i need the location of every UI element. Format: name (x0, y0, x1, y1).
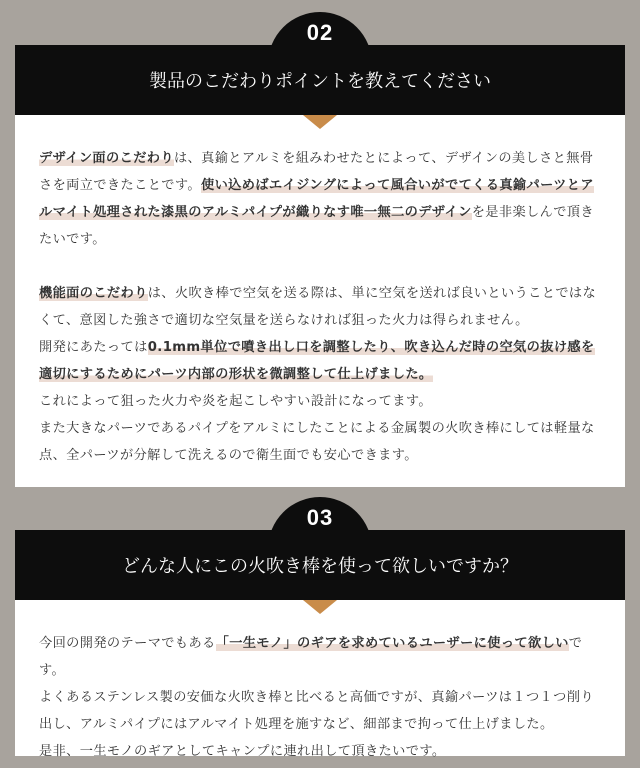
answer-paragraph: これによって狙った火力や炎を起こしやすい設計になってます。 (39, 394, 432, 409)
question-heading: 製品のこだわりポイントを教えてください (149, 71, 491, 92)
answer-card (15, 600, 625, 759)
down-arrow-icon (303, 600, 337, 614)
highlight-text: 0.1mm単位で噴き出し口を調整したり、吹き込んだ時の空気の抜け感を適切にするためにパーツ内部の形状を微調整して仕上げました。 (39, 340, 595, 382)
question-number: 03 (306, 505, 334, 530)
highlight-text: 「一生モノ」のギアを求めているユーザーに使って欲しい (215, 636, 569, 651)
answer-card (15, 115, 625, 487)
answer-text-span: 今回の開発のテーマでもある (39, 636, 216, 651)
question-heading-bar (15, 530, 625, 600)
answer-paragraph (39, 334, 605, 388)
answer-paragraph (39, 630, 605, 684)
highlight-text: 機能面のこだわり (39, 286, 148, 301)
answer-text-span: を是非楽しんで頂きたいです。 (39, 205, 594, 247)
question-number: 02 (306, 20, 334, 45)
highlight-text: デザイン面のこだわり (39, 151, 174, 166)
answer-text-span: は、真鍮とアルミを組みわせたとによって、デザインの美しさと無骨さを両立できたことです。 (39, 151, 594, 193)
highlight-text: 使い込めばエイジングによって風合いがでてくる真鍮パーツとアルマイト処理された漆黒のアルミパイプが織りなす唯一無二のデザイン (39, 178, 594, 220)
question-heading: どんな人にこの火吹き棒を使って欲しいですか？ (122, 556, 518, 577)
answer-text (39, 145, 605, 469)
answer-paragraph (39, 145, 605, 253)
answer-text-span: 開発にあたっては (39, 340, 148, 355)
answer-paragraph: 是非、一生モノのギアとしてキャンプに連れ出して頂きたいです。 (39, 744, 446, 759)
answer-text-span: は、火吹き棒で空気を送る際は、単に空気を送れば良いということではなくて、意図した強さで適切な空気量を送らなければ狙った火力は得られません。 (39, 286, 597, 328)
answer-paragraph (39, 280, 605, 334)
down-arrow-icon (303, 115, 337, 129)
answer-paragraph: よくあるステンレス製の安価な火吹き棒と比べると高価ですが、真鍮パーツは１つ１つ削り出し、アルミパイプにはアルマイト処理を施すなど、細部まで拘って仕上げました。 (39, 690, 594, 732)
answer-paragraph: また大きなパーツであるパイプをアルミにしたことによる金属製の火吹き棒にしては軽量な点、全パーツが分解して洗えるので衛生面でも安心できます。 (39, 421, 595, 463)
answer-text (39, 630, 605, 765)
answer-text-span: です。 (39, 636, 583, 678)
question-heading-bar (15, 45, 625, 115)
paragraph-gap (39, 253, 605, 280)
